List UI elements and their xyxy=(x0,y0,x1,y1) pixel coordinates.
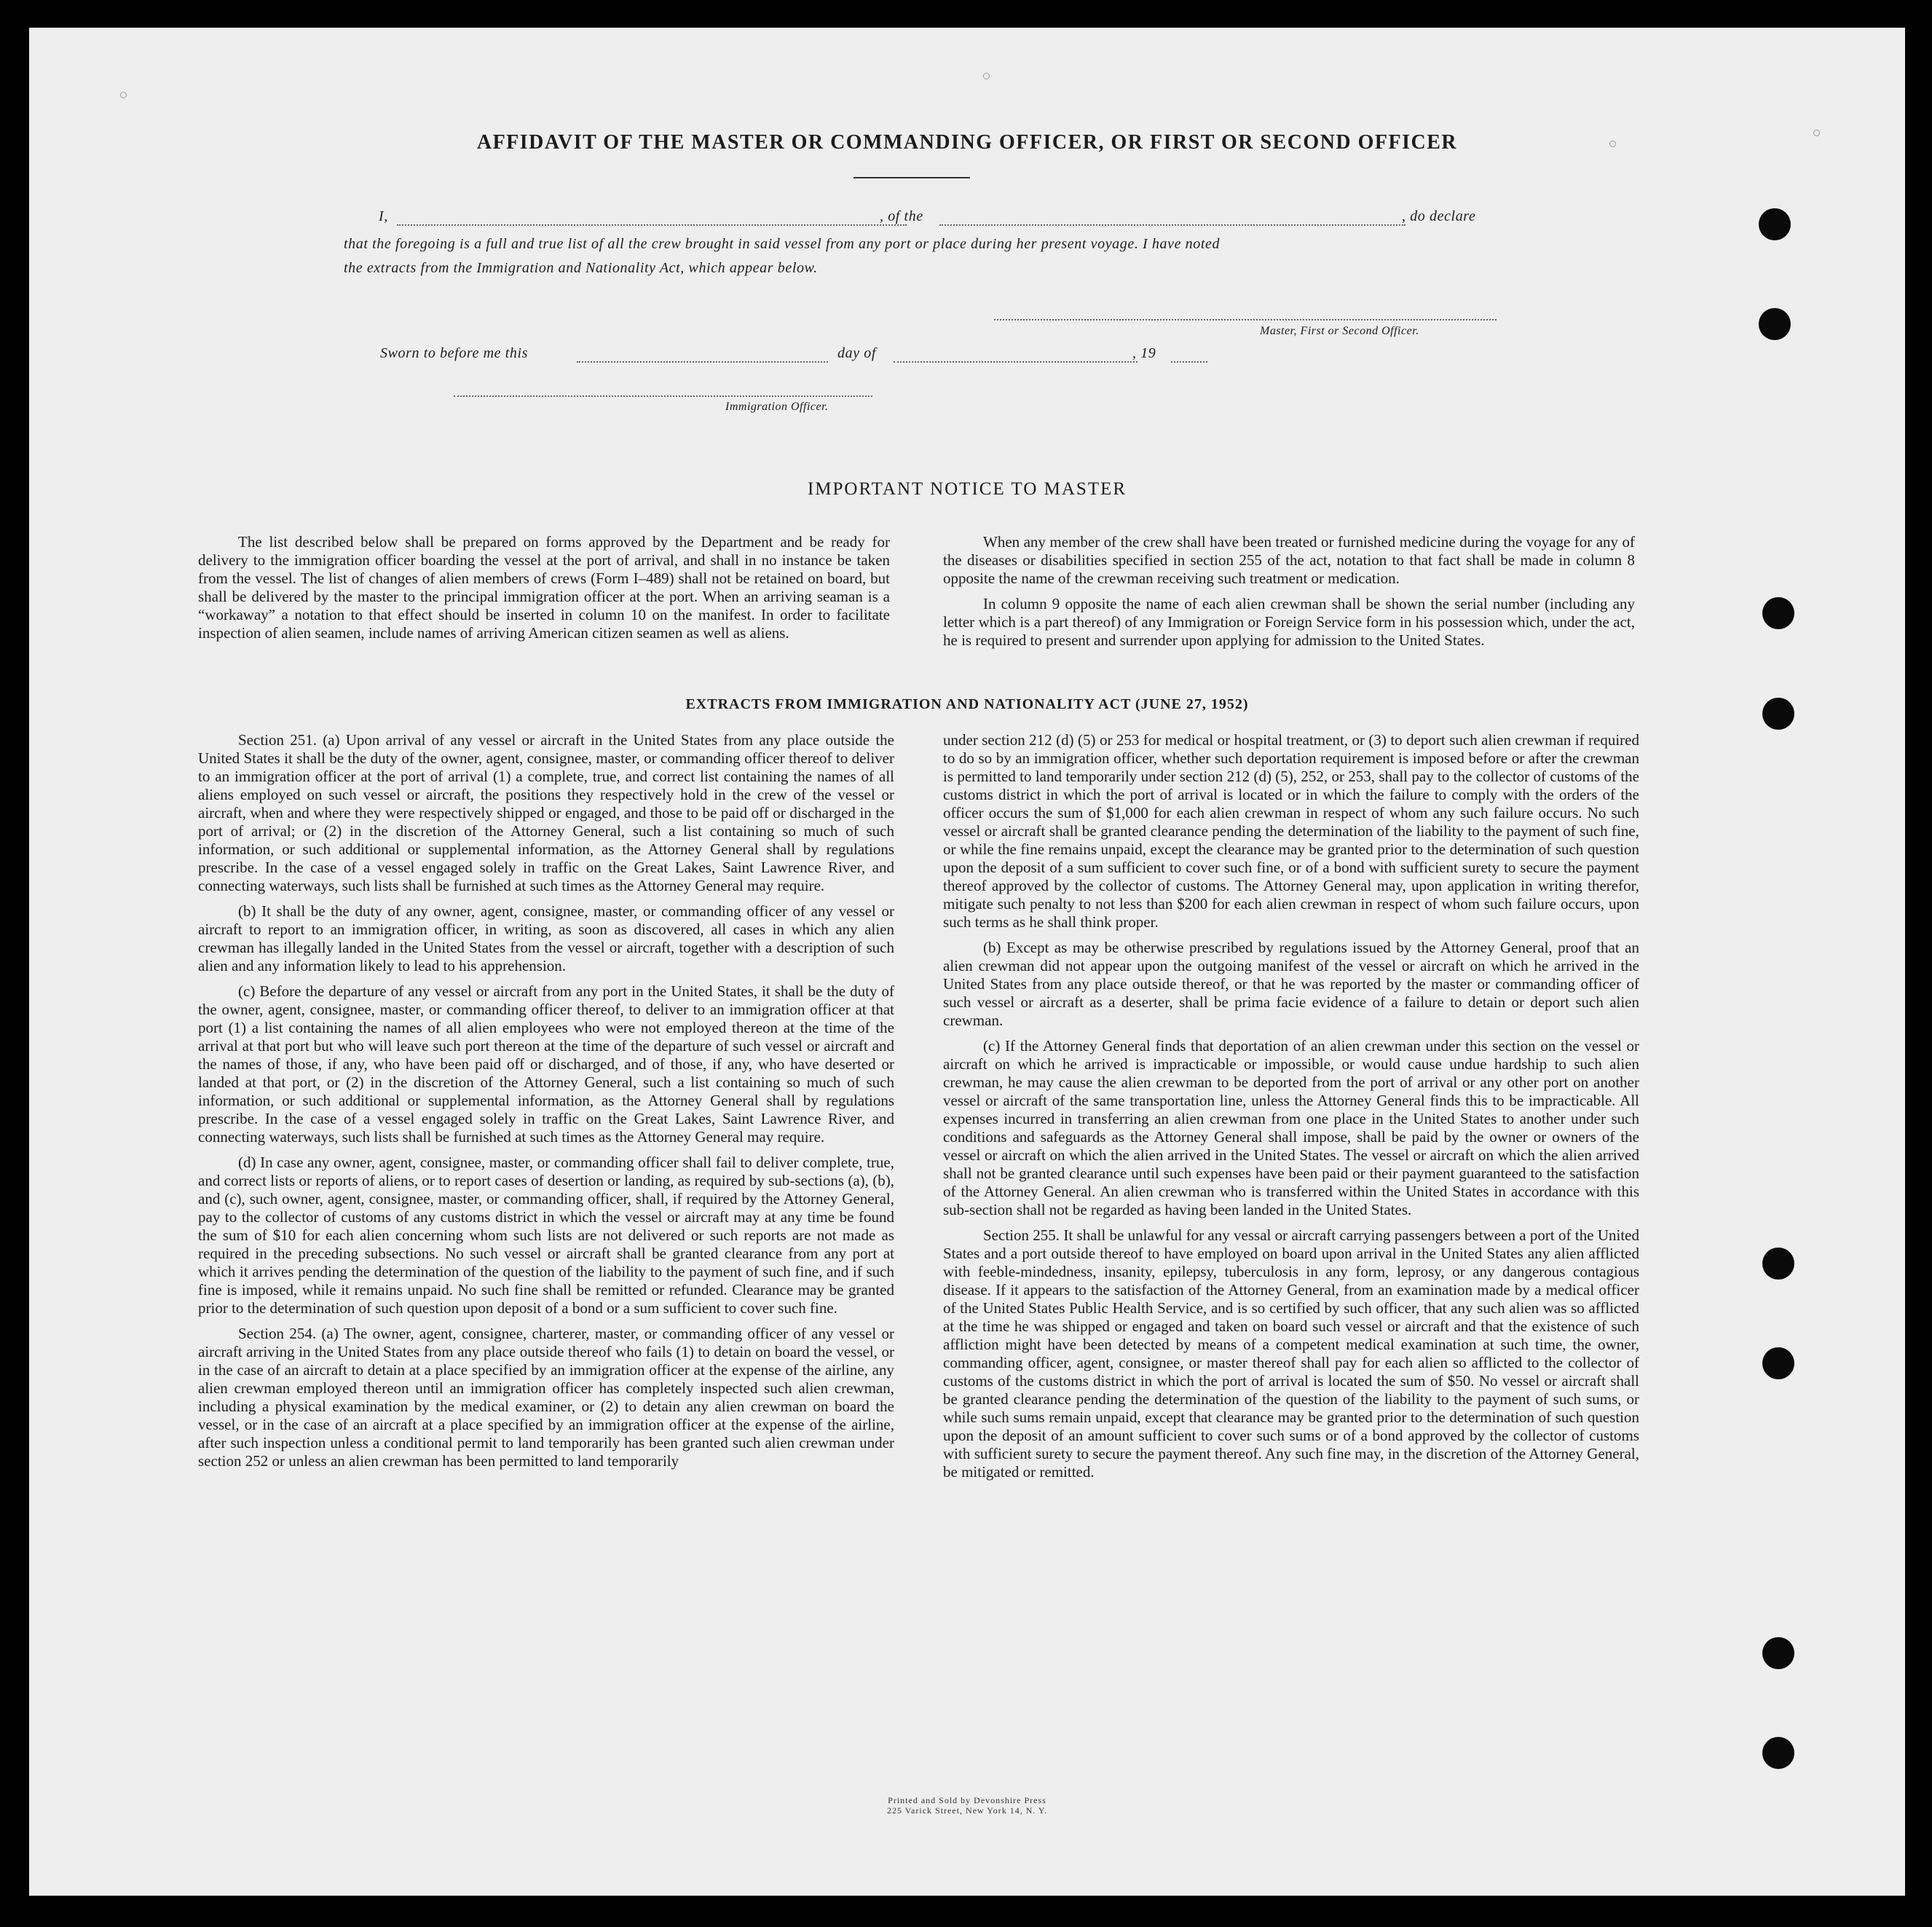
section-251-d: (d) In case any owner, agent, consignee, master, or commanding officer shall fail to deliver complete, true, and correct lists or reports of aliens, or to report cases of desertion or landing, as required by sub-sections (a), (b), and (c), such owner, agent, consignee, master, or commanding officer, shall, if required by the Attorney General, pay to the collector of customs of any customs district in which the vessel or aircraft may at any time be found the sum of $10 for each alien concerning whom such lists are not delivered or such reports are not made as required in the preceding subsections. No such vessel or aircraft shall be granted clearance from any port at which it arrives pending the determination of the question of the liability to the payment of such fine, and if such fine is imposed, while it remains unpaid. No such fine shall be remitted or refunded. Clearance may be granted prior to the determination of such question upon deposit of a bond or a sum sufficient to cover such fine. xyxy=(198,1154,894,1317)
declaration-line-3: the extracts from the Immigration and Nationality Act, which appear below. xyxy=(344,260,818,276)
vessel-name-field[interactable] xyxy=(939,224,1405,226)
sworn-prefix: Sworn to before me this xyxy=(380,345,529,361)
title-underline xyxy=(853,177,970,178)
section-254-a: Section 254. (a) The owner, agent, consignee, charterer, master, or commanding officer of any vessel or aircraft arriving in the United States from any place outside thereof who fails (1) to detain on board the vessel, or in the case of an aircraft to detain at a place specified by an immigration officer at the expense of the airline, any alien crewman employed thereon until an immigration officer has completely inspected such alien crewman, including a physical examination by the medical examiner, or (2) to detain any alien crewman on board the vessel, or in the case of an aircraft at a place specified by an immigration officer at the expense of the airline, after such inspection unless a conditional permit to land temporarily has been granted such alien crewman under section 252 or unless an alien crewman has been permitted to land temporarily xyxy=(198,1325,894,1470)
printer-footer-line-2: 225 Varick Street, New York 14, N. Y. xyxy=(886,1805,1048,1816)
sworn-day-field[interactable] xyxy=(577,361,828,363)
form-page xyxy=(29,28,1905,1896)
notice-right-paragraph-1: When any member of the crew shall have been treated or furnished medicine during the voyage for any of the diseases or disabilities specified in section 255 of the act, notation to that fact shall be made in column 8 opposite the name of the crewman receiving such treatment or medication. xyxy=(943,533,1635,587)
extracts-heading: EXTRACTS FROM IMMIGRATION AND NATIONALITY ACT (JUNE 27, 1952) xyxy=(685,696,1249,712)
section-251-c: (c) Before the departure of any vessel or aircraft from any port in the United States, it shall be the duty of the owner, agent, consignee, master, or commanding officer thereof, to deliver to an immigration officer at that port (1) a list containing the names of all alien employees who were not employed thereon at the time of the arrival at that port but who will leave such port thereon at the time of the departure of such vessel or aircraft and the names of those, if any, who have been paid off or discharged, and of those, if any, who have deserted or landed at that port, or (2) in the discretion of the Attorney General, such a list containing so much of such information, or such additional or supplemental information, as the Attorney General shall by regulations prescribe. In the case of a vessel engaged solely in traffic on the Great Lakes, Saint Lawrence River, and connecting waterways, such lists shall be furnished at such times as the Attorney General may require. xyxy=(198,982,894,1146)
declaration-of-the-label: , of the xyxy=(880,208,923,224)
section-255: Section 255. It shall be unlawful for any vessal or aircraft carrying passengers between a port of the United States and a port outside thereof to have employed on board upon arrival in the United States any alien afflicted with feeble-mindedness, insanity, epilepsy, tuberculosis in any form, leprosy, or any dangerous contagious disease. If it appears to the satisfaction of the Attorney General, from an examination made by a medical officer of the United States Public Health Service, and is so certified by such officer, that any such alien was so afflicted at the time he was shipped or engaged and taken on board such vessel or aircraft and that the existence of such affliction might have been detected by means of a competent medical examination at such time, the owner, commanding officer, agent, consignee, or master thereof shall pay for each alien so afflicted to the collector of customs of the customs district in which the port of arrival is located the sum of $50. No vessel or aircraft shall be granted clearance pending the determination of the question of the liability to the payment of such sums, or while such sums remain unpaid, except that clearance may be granted prior to the determination of such question upon the deposit of an amount sufficient to cover such sums or of a bond approved by the collector of customs with sufficient surety to secure the payment thereof. Any such fine may, in the discretion of the Attorney General, be mitigated or remitted. xyxy=(943,1226,1639,1481)
declarant-name-field[interactable] xyxy=(397,224,907,226)
section-254-c: (c) If the Attorney General finds that deportation of an alien crewman under this section on the vessel or aircraft on which he arrived is impracticable or impossible, or would cause undue hardship to such alien crewman, he may cause the alien crewman to be deported from the port of arrival or any other port on another vessel or aircraft of the same transportation line, unless the Attorney General finds this to be impracticable. All expenses incurred in transferring an alien crewman from one place in the United States to another under such conditions and safeguards as the Attorney General shall impose, shall be paid by the owner or owners of the vessel or aircraft on which the alien arrived in the United States. The vessel or aircraft on which the alien arrived shall not be granted clearance until such expenses have been paid or their payment guaranteed to the satisfaction of the Attorney General. An alien crewman who is transferred within the United States in accordance with this sub-section shall not be regarded as having been landed in the United States. xyxy=(943,1037,1639,1218)
notice-right-column xyxy=(943,533,1635,657)
declaration-i-label: I, xyxy=(379,208,388,224)
immigration-officer-signature-line[interactable] xyxy=(454,395,872,397)
notice-heading: IMPORTANT NOTICE TO MASTER xyxy=(807,479,1127,499)
punch-hole xyxy=(1759,308,1791,340)
notice-left-paragraph: The list described below shall be prepared on forms approved by the Department and be ready for delivery to the immigration officer boarding the vessel at the port of arrival, and shall in no instance be taken from the vessel. The list of changes of alien members of crews (Form I–489) shall not be retained on board, but shall be delivered by the master to the principal immigration officer at the port. When an arriving seaman is a “workaway” a notation to that effect should be inserted in column 10 on the manifest. In order to facilitate inspection of alien seamen, include names of arriving American citizen seamen as well as aliens. xyxy=(198,533,890,642)
punch-hole xyxy=(1759,208,1791,240)
section-254-b: (b) Except as may be otherwise prescribed by regulations issued by the Attorney General, proof that an alien crewman did not appear upon the outgoing manifest of the vessel or aircraft on which he arrived in the United States from any place outside thereof, or that he was reported by the master or commanding officer of such vessel or aircraft as a deserter, shall be prima facie evidence of a failure to detain or deport such alien crewman. xyxy=(943,939,1639,1029)
punch-hole xyxy=(1762,597,1794,629)
master-signature-line[interactable] xyxy=(994,319,1497,320)
sworn-year-label: , 19 xyxy=(1132,345,1156,361)
section-251-a: Section 251. (a) Upon arrival of any vessel or aircraft in the United States from any place outside the United States it shall be the duty of the owner, agent, consignee, master, or commanding officer thereof to deliver to an immigration officer at the port of arrival (1) a complete, true, and correct list containing the names of all aliens employed on such vessel or aircraft, the positions they respectively hold in the crew of the vessel or aircraft, when and where they were respectively shipped or engaged, and those to be paid off or discharged in the port of arrival; or (2) in the discretion of the Attorney General, such a list containing so much of such information, or such additional or supplemental information, as the Attorney General shall by regulations prescribe. In the case of a vessel engaged solely in traffic on the Great Lakes, Saint Lawrence River, and connecting waterways, such lists shall be furnished at such times as the Attorney General may require. xyxy=(198,731,894,894)
sworn-day-of-label: day of xyxy=(837,345,877,361)
immigration-officer-label: Immigration Officer. xyxy=(725,401,829,413)
punch-hole xyxy=(1762,698,1794,730)
punch-hole xyxy=(1762,1347,1794,1379)
paper-speck xyxy=(120,92,127,98)
paper-speck xyxy=(1609,141,1616,147)
notice-right-paragraph-2: In column 9 opposite the name of each alien crewman shall be shown the serial number (including any letter which is a part thereof) of any Immigration or Foreign Service form in his possession which, under the act, he is required to present and surrender upon applying for admission to the United States. xyxy=(943,595,1635,649)
paper-speck xyxy=(1813,130,1820,136)
notice-left-column xyxy=(198,533,890,650)
sworn-month-field[interactable] xyxy=(894,361,1137,363)
punch-hole xyxy=(1762,1637,1794,1669)
extracts-right-column xyxy=(943,731,1639,1489)
printer-footer-line-1: Printed and Sold by Devonshire Press xyxy=(888,1795,1046,1805)
punch-hole xyxy=(1762,1737,1794,1769)
sworn-year-field[interactable] xyxy=(1171,361,1207,363)
declaration-line-2: that the foregoing is a full and true list of all the crew brought in said vessel from any port or place during her present voyage. I have noted xyxy=(344,236,1221,252)
affidavit-title: AFFIDAVIT OF THE MASTER OR COMMANDING OFFICER, OR FIRST OR SECOND OFFICER xyxy=(476,131,1458,154)
section-254-a-continued: under section 212 (d) (5) or 253 for medical or hospital treatment, or (3) to deport such alien crewman if required to do so by an immigration officer, whether such deportation requirement is imposed before or after the crewman is permitted to land temporarily under section 212 (d) (5), 252, or 253, shall pay to the collector of customs of the customs district in which the port of arrival is located or in which the failure to comply with the orders of the officer occurs the sum of $1,000 for each alien crewman in respect of whom any such failure occurs. No such vessel or aircraft shall be granted clearance pending the determination of the liability to the payment of such fine, or while the fine remains unpaid, except the clearance may be granted prior to the determination of such question upon the deposit of a sum sufficient to cover such fine, or of a bond with sufficient surety to secure the payment thereof approved by the collector of customs. The Attorney General may, upon application in writing therefor, mitigate such penalty to not less than $200 for each alien crewman in respect of whom such failure occurs, upon such terms as he shall think proper. xyxy=(943,731,1639,931)
section-251-b: (b) It shall be the duty of any owner, agent, consignee, master, or commanding officer of any vessel or aircraft to report to an immigration officer, in writing, as soon as discovered, all cases in which any alien crewman has illegally landed in the United States from the vessel or aircraft, together with a description of such alien and any information likely to lead to his apprehension. xyxy=(198,902,894,974)
master-signature-label: Master, First or Second Officer. xyxy=(1260,325,1419,337)
printer-footer xyxy=(29,1795,1905,1816)
paper-speck xyxy=(983,73,990,79)
punch-hole xyxy=(1762,1248,1794,1280)
extracts-left-column xyxy=(198,731,894,1478)
declaration-do-declare-label: , do declare xyxy=(1402,208,1476,224)
